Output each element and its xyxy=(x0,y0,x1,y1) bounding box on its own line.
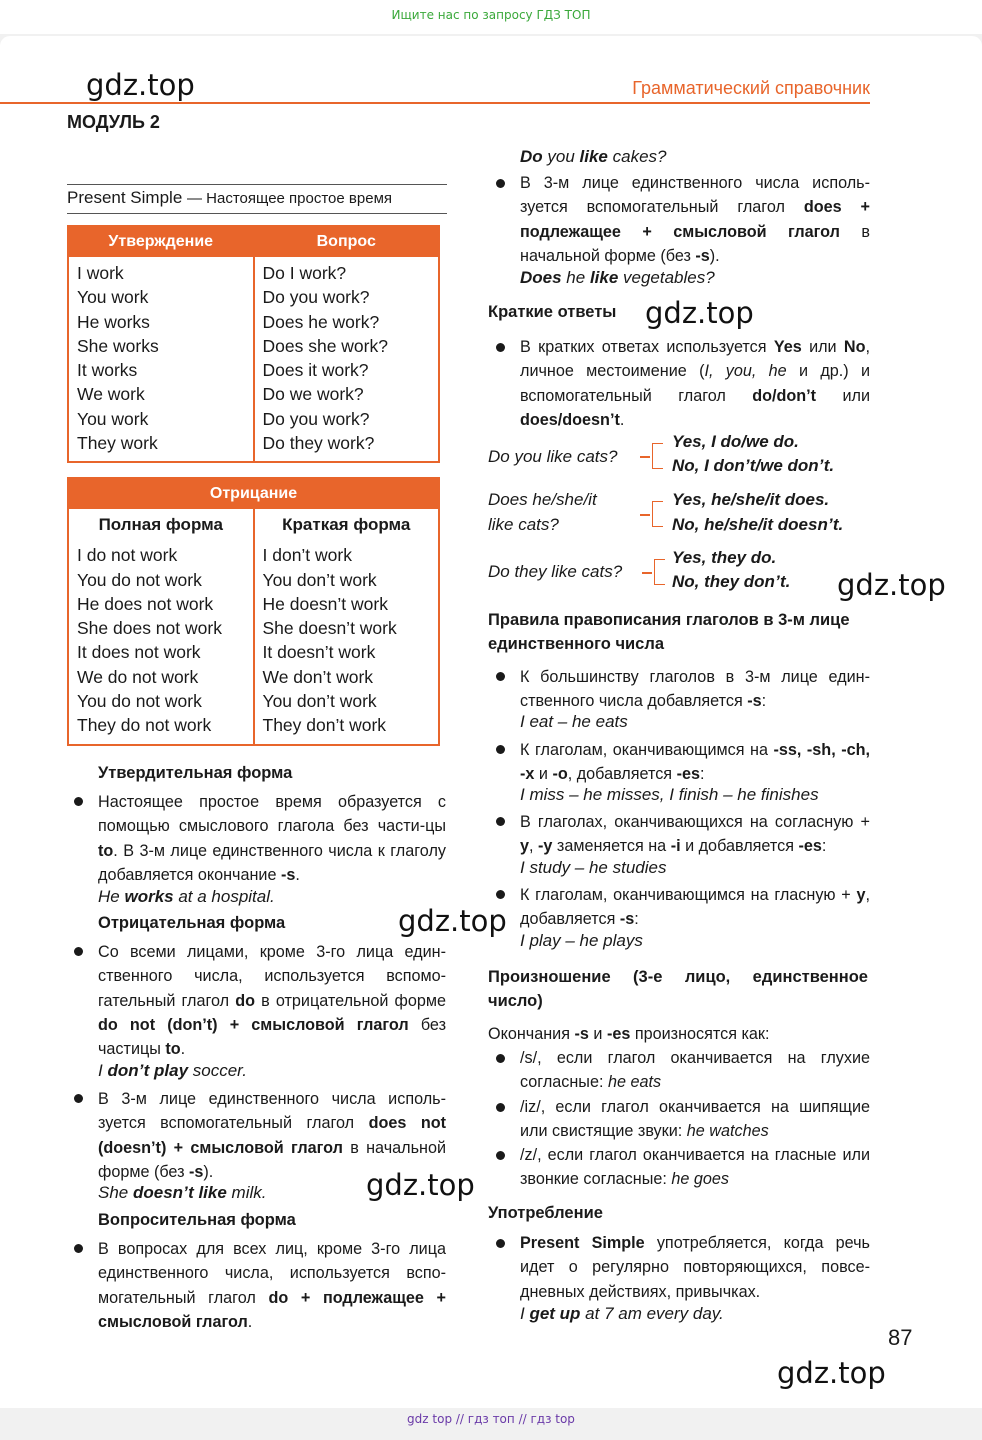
bullet xyxy=(496,179,505,188)
short-answer: Yes, they do. xyxy=(672,548,777,567)
bracket-tick xyxy=(640,456,650,458)
example: I don’t play soccer. xyxy=(98,1061,247,1080)
watermark: gdz.top xyxy=(777,1356,886,1390)
table-cell: You do not work xyxy=(77,569,202,590)
header-title: Грамматический справочник xyxy=(632,78,870,98)
example: I study – he studies xyxy=(520,858,667,877)
table-cell: Do we work? xyxy=(262,384,364,405)
full-form-column xyxy=(68,509,254,745)
table-cell: You do not work xyxy=(77,691,202,712)
table-cell: They do not work xyxy=(77,715,212,736)
bullet xyxy=(496,890,505,899)
module-title: МОДУЛЬ 2 xyxy=(67,112,160,132)
table-cell: He does not work xyxy=(77,593,214,614)
table-cell: We work xyxy=(77,384,145,405)
table-cell: It works xyxy=(77,360,138,381)
watermark: gdz.top xyxy=(398,904,507,938)
table-header: Отрицание xyxy=(68,478,439,509)
example: I play – he plays xyxy=(520,931,643,950)
spelling-rule-3: В глаголах, оканчивающихся на согласную + y, -y заменяется на -i и добавляется -es: xyxy=(520,813,870,856)
watermark: gdz.top xyxy=(645,296,754,330)
pronunciation-heading: Произношение (3-е лицо, единственное число) xyxy=(488,968,868,1010)
example: He works at a hospital. xyxy=(98,887,275,906)
short-question: Do they like cats? xyxy=(488,562,623,581)
short-question: Do you like cats? xyxy=(488,447,618,466)
section-title xyxy=(67,188,392,208)
footer-links[interactable]: gdz top // гдз топ // гдз top xyxy=(407,1412,575,1426)
table-cell: Do they work? xyxy=(262,433,375,454)
bullet xyxy=(496,817,505,826)
short-answer: No, I don’t/we don’t. xyxy=(672,456,835,475)
example: I miss – he misses, I finish – he finishes xyxy=(520,785,819,804)
watermark: gdz.top xyxy=(86,68,195,102)
divider xyxy=(67,184,447,185)
table-header: Вопрос xyxy=(254,226,440,257)
pronunciation-rule-1: /s/, если глагол оканчивается на глухие согласные: he eats xyxy=(520,1049,870,1092)
column-subheader: Краткая форма xyxy=(282,515,411,534)
table-cell: It doesn’t work xyxy=(262,642,376,663)
question-rule-3rd-person: В 3-м лице единственного числа исполь-зуется вспомогательный глагол does + подлежащее + смысловой глагол в начальной форме (без -s). xyxy=(520,174,870,265)
bullet xyxy=(496,745,505,754)
affirmative-column xyxy=(68,257,254,462)
table-cell: I don’t work xyxy=(262,545,352,566)
spelling-rule-4: К глаголам, оканчивающимся на гласную + y, добавляется -s: xyxy=(520,886,870,929)
short-answers-rule: В кратких ответах используется Yes или No, личное местоимение (I, you, he и др.) и вспомогательный глагол do/don’t или does/doesn’t. xyxy=(520,338,871,429)
example: She doesn’t like milk. xyxy=(98,1183,267,1202)
table-cell: Do you work? xyxy=(262,408,370,429)
bullet xyxy=(74,947,83,956)
question-rule: В вопросах для всех лиц, кроме 3-го лица единственного числа, используется вспо-могательный глагол do + подлежащее + смысловой глагол. xyxy=(98,1240,446,1331)
header-rule xyxy=(0,102,870,104)
bullet xyxy=(496,1103,505,1112)
table-cell: You work xyxy=(77,287,149,308)
short-question: Does he/she/it xyxy=(488,490,597,509)
bullet xyxy=(74,1094,83,1103)
bullet xyxy=(496,672,505,681)
page-number: 87 xyxy=(888,1325,913,1350)
bracket xyxy=(652,443,663,469)
short-question: like cats? xyxy=(488,515,559,534)
short-form-column xyxy=(254,509,440,745)
bullet xyxy=(74,797,83,806)
example: Does he like vegetables? xyxy=(520,268,715,287)
example: I get up at 7 am every day. xyxy=(520,1304,724,1323)
top-banner[interactable]: Ищите нас по запросу ГДЗ ТОП xyxy=(0,0,982,34)
spelling-rule-2: К глаголам, оканчивающимся на -ss, -sh, -ch, -x и -o, добавляется -es: xyxy=(520,741,870,784)
short-answer: Yes, he/she/it does. xyxy=(672,490,830,509)
table-cell: He works xyxy=(77,311,150,332)
bullet xyxy=(496,1151,505,1160)
bracket xyxy=(652,501,663,527)
table-cell: Does it work? xyxy=(262,360,369,381)
short-answer: No, they don’t. xyxy=(672,572,791,591)
short-answer: No, he/she/it doesn’t. xyxy=(672,515,844,534)
table-header: Утверждение xyxy=(68,226,254,257)
question-heading: Вопросительная форма xyxy=(98,1211,296,1229)
bracket xyxy=(654,559,665,585)
divider xyxy=(67,213,447,214)
affirmative-heading: Утвердительная форма xyxy=(98,764,293,782)
table-cell: You don’t work xyxy=(262,569,377,590)
negative-rule-2: В 3-м лице единственного числа исполь-зуется вспомогательный глагол does not (doesn’t) + смысловой глагол в начальной форме (без -s). xyxy=(98,1090,447,1181)
negation-table xyxy=(67,477,440,746)
affirmative-rule: Настоящее простое время образуется с помощью смыслового глагола без части-цы to. В 3-м лице единственного числа к глаголу добавляется окончание -s. xyxy=(98,793,446,884)
bracket-tick xyxy=(642,572,652,574)
table-cell: It does not work xyxy=(77,642,201,663)
negative-rule-1: Со всеми лицами, кроме 3-го лица един-ственного числа, используется вспомо-гательный глагол do в отрицательной форме do not (don’t) + смысловой глагол без частицы to. xyxy=(98,943,447,1059)
table-cell: They don’t work xyxy=(262,715,387,736)
example: I eat – he eats xyxy=(520,712,628,731)
bullet xyxy=(74,1244,83,1253)
table-cell: We do not work xyxy=(77,666,199,687)
bullet xyxy=(496,1054,505,1063)
table-cell: She does not work xyxy=(77,618,222,639)
table-cell: Does he work? xyxy=(262,311,380,332)
table-cell: They work xyxy=(77,433,158,454)
conjugation-table xyxy=(67,225,440,463)
table-cell: Do you work? xyxy=(262,287,370,308)
table-cell: She doesn’t work xyxy=(262,618,397,639)
usage-heading: Употребление xyxy=(488,1204,603,1222)
table-cell: Do I work? xyxy=(262,263,347,283)
table-cell: You don’t work xyxy=(262,691,377,712)
watermark: gdz.top xyxy=(366,1168,475,1202)
pronunciation-rule-2: /iz/, если глагол оканчивается на шипящие или свистящие звуки: he watches xyxy=(520,1098,870,1141)
usage-rule: Present Simple употребляется, когда речь идет о регулярно повторяющихся, повсе-дневных действиях, привычках. xyxy=(520,1234,870,1301)
spelling-rule-1: К большинству глаголов в 3-м лице един-ственного числа добавляется -s: xyxy=(520,668,870,711)
section-title-ru: — Настоящее простое время xyxy=(187,190,392,207)
negative-heading: Отрицательная форма xyxy=(98,914,286,932)
table-cell: He doesn’t work xyxy=(262,593,388,614)
spelling-heading: Правила правописания глаголов в 3-м лице единственного числа xyxy=(488,611,850,653)
example: Do you like cakes? xyxy=(520,147,667,166)
question-column xyxy=(254,257,440,462)
section-title-en: Present Simple xyxy=(67,188,183,207)
bullet xyxy=(496,1239,505,1248)
pronunciation-rule-3: /z/, если глагол оканчивается на гласные или звонкие согласные: he goes xyxy=(520,1146,870,1189)
table-cell: You work xyxy=(77,408,149,429)
table-cell: I work xyxy=(77,263,124,283)
table-cell: I do not work xyxy=(77,545,178,566)
table-cell: We don’t work xyxy=(262,666,374,687)
pronunciation-intro: Окончания -s и -es произносятся как: xyxy=(488,1025,770,1043)
watermark: gdz.top xyxy=(837,568,946,602)
table-cell: She works xyxy=(77,335,159,356)
bracket-tick xyxy=(640,514,650,516)
short-answers-heading: Краткие ответы xyxy=(488,303,617,321)
bullet xyxy=(496,343,505,352)
short-answer: Yes, I do/we do. xyxy=(672,432,799,451)
column-subheader: Полная форма xyxy=(98,515,223,534)
table-cell: Does she work? xyxy=(262,335,388,356)
